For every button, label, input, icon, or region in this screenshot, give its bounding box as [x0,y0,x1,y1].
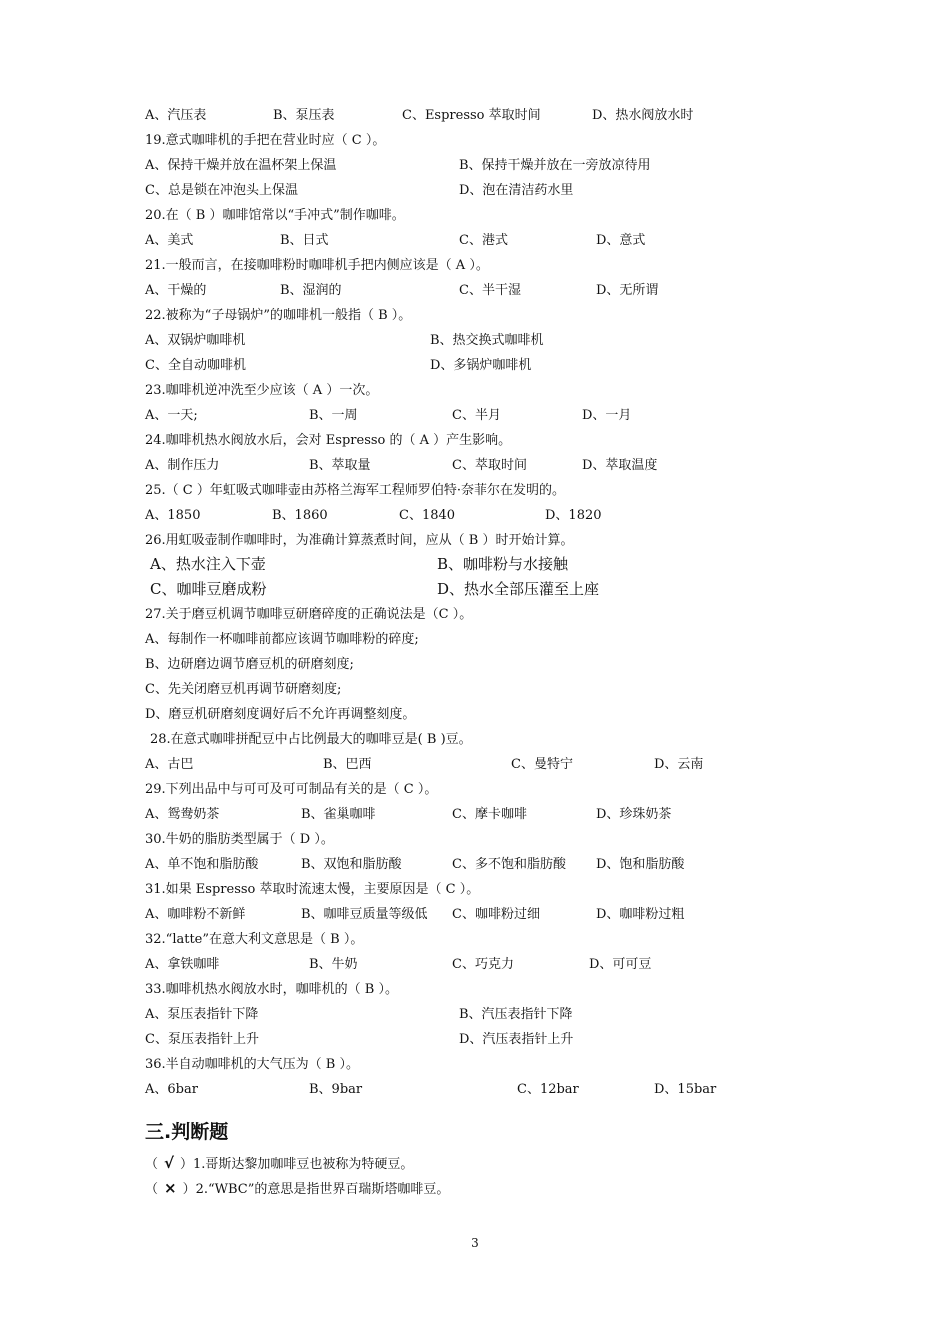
answer-option: D、热水全部压灌至上座 [437,580,600,598]
option-row [145,332,765,350]
option-row [145,282,765,300]
answer-option: A、1850 [145,508,201,523]
answer-option: C、咖啡豆磨成粉 [150,580,267,598]
answer-option: A、双锅炉咖啡机 [145,333,246,348]
answer-option: C、Espresso 萃取时间 [402,108,541,123]
judgment-item [145,1179,449,1199]
open-paren: （ [145,1182,159,1197]
answer-option: B、巴西 [323,757,372,772]
question-text: 23.咖啡机逆冲洗至少应该（ A ）一次。 [145,383,379,398]
option-row [145,507,765,525]
answer-option: C、巧克力 [452,957,514,972]
question-text: 20.在（ B ）咖啡馆常以“手冲式”制作咖啡。 [145,208,405,223]
answer-option: D、可可豆 [589,957,652,972]
question-text: 30.牛奶的脂肪类型属于（ D ）。 [145,832,334,847]
answer-option: C、全自动咖啡机 [145,358,246,373]
section-heading: 三.判断题 [145,1121,229,1143]
answer-option: A、单不饱和脂肪酸 [145,857,259,872]
answer-option: C、泵压表指针上升 [145,1032,259,1047]
answer-option: A、保持干燥并放在温杯架上保温 [145,158,337,173]
answer-option: D、意式 [596,233,646,248]
answer-option: B、咖啡豆质量等级低 [301,907,428,922]
answer-option: C、咖啡粉过细 [452,907,540,922]
option-row [145,554,765,574]
option-row [145,1081,765,1099]
question-text: 21.一般而言，在接咖啡粉时咖啡机手把内侧应该是（ A ）。 [145,258,489,273]
judgment-text: ）1.哥斯达黎加咖啡豆也被称为特硬豆。 [180,1157,414,1172]
answer-option: B、泵压表 [273,108,335,123]
answer-option: D、汽压表指针上升 [459,1032,574,1047]
check-mark-icon: √ [164,1154,175,1172]
page-number: 3 [471,1236,479,1250]
question-text: A、每制作一杯咖啡前都应该调节咖啡粉的碎度; [145,632,419,647]
judgment-item [145,1154,413,1174]
option-row [145,856,765,874]
option-row [145,457,765,475]
answer-option: D、泡在清洁药水里 [459,183,574,198]
question-text: 19.意式咖啡机的手把在营业时应（ C ）。 [145,133,386,148]
question-text: 32.“latte”在意大利文意思是（ B ）。 [145,932,364,947]
answer-option: D、饱和脂肪酸 [596,857,685,872]
question-text: C、先关闭磨豆机再调节研磨刻度; [145,682,342,697]
option-row [145,232,765,250]
answer-option: C、1840 [399,508,456,523]
answer-option: A、鸳鸯奶茶 [145,807,220,822]
open-paren: （ [145,1157,159,1172]
answer-option: B、保持干燥并放在一旁放凉待用 [459,158,651,173]
option-row [145,182,765,200]
option-row [145,157,765,175]
question-text: 36.半自动咖啡机的大气压为（ B ）。 [145,1057,359,1072]
answer-option: D、萃取温度 [582,458,658,473]
answer-option: D、咖啡粉过粗 [596,907,685,922]
answer-option: B、牛奶 [309,957,358,972]
option-row [145,806,765,824]
answer-option: C、半月 [452,408,501,423]
answer-option: B、萃取量 [309,458,371,473]
question-text: 24.咖啡机热水阀放水后，会对 Espresso 的（ A ）产生影响。 [145,433,512,448]
answer-option: A、泵压表指针下降 [145,1007,259,1022]
question-text: 29.下列出品中与可可及可可制品有关的是（ C ）。 [145,782,438,797]
answer-option: B、汽压表指针下降 [459,1007,573,1022]
answer-option: D、无所谓 [596,283,659,298]
answer-option: C、港式 [459,233,508,248]
answer-option: B、1860 [272,508,328,523]
answer-option: C、多不饱和脂肪酸 [452,857,566,872]
answer-option: A、美式 [145,233,194,248]
answer-option: D、珍珠奶茶 [596,807,672,822]
option-row [145,579,765,599]
answer-option: B、双饱和脂肪酸 [301,857,402,872]
answer-option: C、12bar [517,1082,579,1097]
answer-option: D、1820 [545,508,602,523]
option-row [145,756,765,774]
answer-option: B、咖啡粉与水接触 [437,555,569,573]
option-row [145,1031,765,1049]
cross-mark-icon: × [164,1179,177,1197]
answer-option: A、古巴 [145,757,194,772]
answer-option: D、云南 [654,757,704,772]
option-row [145,107,765,125]
answer-option: C、摩卡咖啡 [452,807,527,822]
answer-option: C、曼特宁 [511,757,573,772]
question-text: 33.咖啡机热水阀放水时，咖啡机的（ B ）。 [145,982,398,997]
option-row [145,956,765,974]
question-text: B、边研磨边调节磨豆机的研磨刻度; [145,657,354,672]
answer-option: D、一月 [582,408,632,423]
answer-option: A、汽压表 [145,108,207,123]
question-text: 31.如果 Espresso 萃取时流速太慢，主要原因是（ C ）。 [145,882,480,897]
answer-option: B、9bar [309,1082,363,1097]
question-text: 26.用虹吸壶制作咖啡时，为准确计算蒸煮时间，应从（ B ）时开始计算。 [145,533,574,548]
answer-option: C、萃取时间 [452,458,527,473]
answer-option: D、15bar [654,1082,717,1097]
answer-option: B、热交换式咖啡机 [430,333,544,348]
option-row [145,906,765,924]
question-text: 27.关于磨豆机调节咖啡豆研磨碎度的正确说法是（C ）。 [145,607,473,622]
answer-option: A、6bar [145,1082,198,1097]
answer-option: C、半干湿 [459,283,521,298]
answer-option: D、多锅炉咖啡机 [430,358,532,373]
answer-option: D、热水阀放水时 [592,108,694,123]
question-text: D、磨豆机研磨刻度调好后不允许再调整刻度。 [145,707,416,722]
judgment-text: ）2.“WBC”的意思是指世界百瑞斯塔咖啡豆。 [182,1182,450,1197]
answer-option: B、雀巢咖啡 [301,807,376,822]
answer-option: B、日式 [280,233,329,248]
question-text: 28.在意式咖啡拼配豆中占比例最大的咖啡豆是( B )豆。 [150,732,472,747]
question-text: 25.（ C ）年虹吸式咖啡壶由苏格兰海军工程师罗伯特·奈菲尔在发明的。 [145,483,566,498]
answer-option: A、热水注入下壶 [150,555,266,573]
option-row [145,407,765,425]
question-text: 22.被称为“子母锅炉”的咖啡机一般指（ B ）。 [145,308,412,323]
option-row [145,1006,765,1024]
answer-option: A、咖啡粉不新鲜 [145,907,246,922]
answer-option: A、制作压力 [145,458,220,473]
answer-option: A、一天; [145,408,198,423]
answer-option: A、干燥的 [145,283,207,298]
answer-option: B、湿润的 [280,283,342,298]
answer-option: C、总是锁在冲泡头上保温 [145,183,298,198]
answer-option: B、一周 [309,408,358,423]
answer-option: A、拿铁咖啡 [145,957,220,972]
option-row [145,357,765,375]
